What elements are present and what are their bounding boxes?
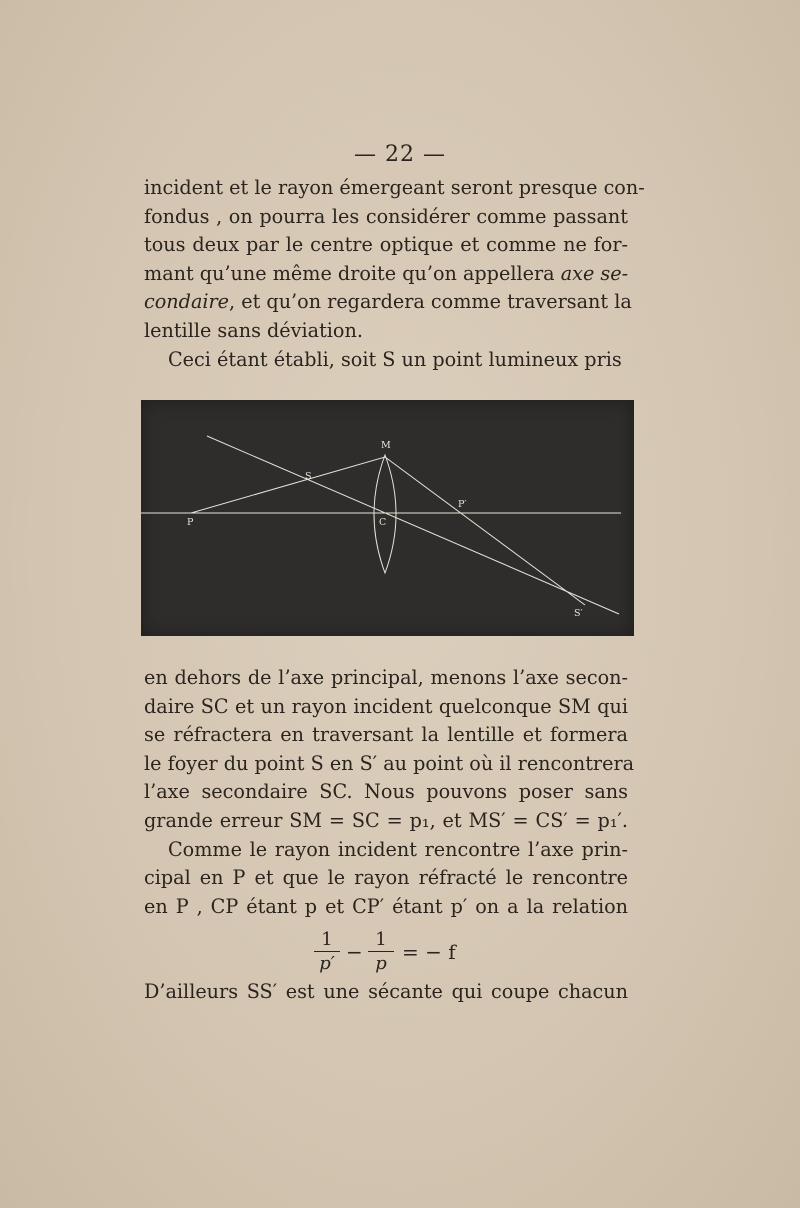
text-line: Ceci étant établi, soit S un point lumineux pris	[168, 347, 622, 371]
italic-term: axe se-	[560, 261, 629, 285]
fraction-one-over-p-prime	[312, 930, 342, 975]
lens-diagram-svg	[141, 400, 634, 636]
label-p-prime: P′	[458, 499, 467, 510]
denominator: p	[375, 953, 387, 974]
lens	[374, 455, 396, 573]
label-s-prime: S′	[574, 608, 583, 619]
text-fragment: , et qu’on regardera comme traversant la	[229, 290, 632, 314]
text-block-top	[144, 174, 645, 374]
label-c: C	[379, 517, 387, 528]
label-p: P	[187, 517, 194, 528]
text-line: tous deux par le centre optique et comme ne for-	[144, 233, 628, 257]
numerator: 1	[321, 929, 333, 950]
text-line: D’ailleurs SS′ est une sécante qui coupe chacun	[144, 980, 628, 1003]
text-line: grande erreur SM = SC = p₁, et MS′ = CS′ = p₁′.	[144, 808, 628, 832]
text-line: le foyer du point S en S′ au point où il rencontrera	[144, 751, 635, 775]
text-fragment: mant qu’une même droite qu’on appellera	[144, 261, 555, 285]
page-number: — 22 —	[354, 142, 446, 167]
label-m: M	[381, 440, 391, 451]
text-line: Comme le rayon incident rencontre l’axe prin-	[168, 837, 628, 861]
text-line: lentille sans déviation.	[144, 318, 363, 342]
secondary-axis	[207, 436, 619, 614]
denominator: p′	[319, 953, 335, 974]
numerator: 1	[375, 929, 387, 950]
text-line: l’axe secondaire SC. Nous pouvons poser sans	[144, 780, 628, 804]
label-s: S	[305, 471, 312, 482]
text-line: en P , CP étant p et CP′ étant p′ on a la relation	[144, 894, 628, 918]
text-line: se réfractera en traversant la lentille et formera	[144, 723, 628, 747]
text-line: daire SC et un rayon incident quelconque SM qui	[144, 694, 628, 718]
incident-ray	[191, 457, 385, 513]
fraction-bar	[314, 951, 340, 952]
lens-diagram	[141, 400, 634, 636]
fraction-one-over-p	[366, 930, 396, 975]
text-line: cipal en P et que le rayon réfracté le rencontre	[144, 866, 628, 890]
text-line	[144, 288, 632, 317]
text-line: incident et le rayon émergeant seront presque con-	[144, 176, 645, 199]
fraction-bar	[368, 951, 394, 952]
lens-formula	[300, 930, 500, 976]
text-line: en dehors de l’axe principal, menons l’axe secon-	[144, 666, 628, 689]
minus-sign: −	[346, 940, 363, 964]
text-block-bottom	[144, 978, 628, 1007]
refracted-ray	[385, 457, 585, 605]
text-block-middle	[144, 664, 635, 921]
text-line	[144, 260, 628, 289]
text-line: fondus , on pourra les considérer comme passant	[144, 204, 628, 228]
italic-term: condaire	[144, 290, 230, 314]
equals-minus-f: = − f	[402, 940, 456, 964]
